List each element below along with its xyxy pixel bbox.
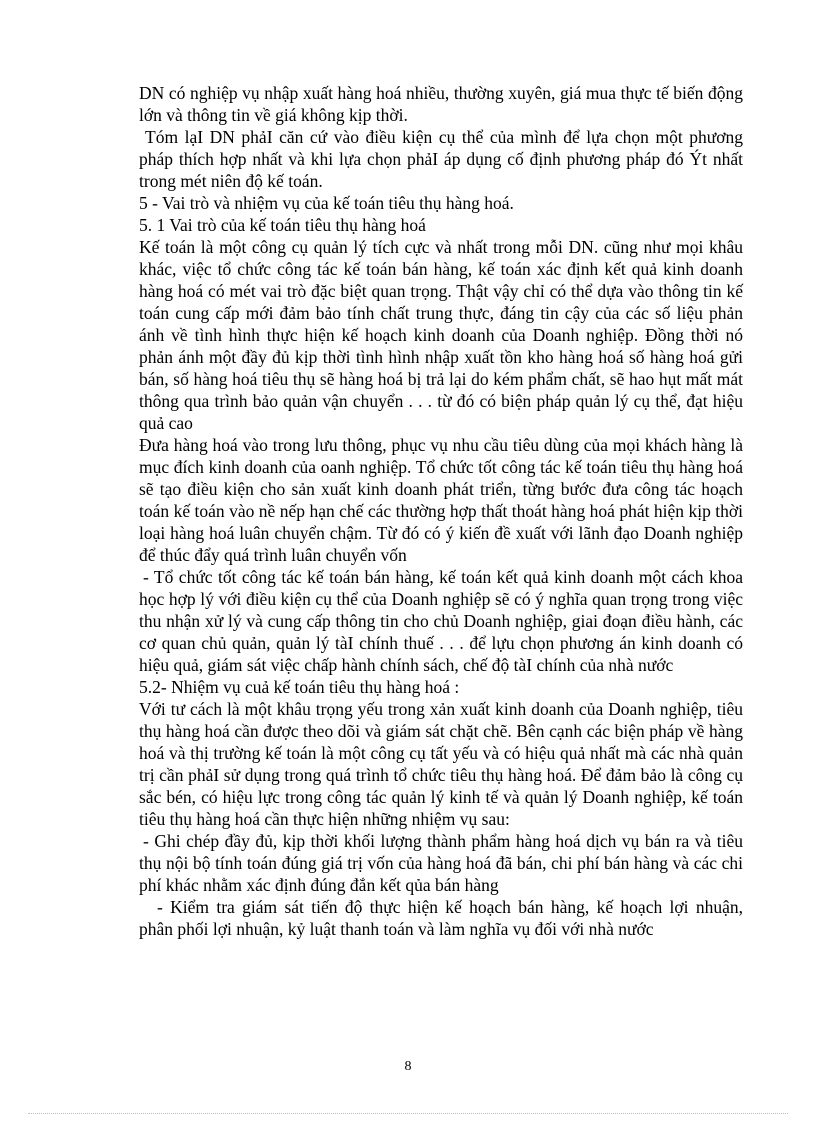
subsection-heading-5-1: 5. 1 Vai trò của kế toán tiêu thụ hàng hoá xyxy=(139,215,426,235)
task-item-inspect: - Kiểm tra giám sát tiến độ thực hiện kế hoạch bán hàng, kế hoạch lợi nhuận, phân phối lợi nhuận, kỷ luật thanh toán và làm nghĩa vụ đối với nhà nước xyxy=(139,897,787,939)
paragraph-intro: DN có nghiệp vụ nhập xuất hàng hoá nhiều, thường xuyên, giá mua thực tế biến động lớn và thông tin về giá không kịp thời. xyxy=(139,83,743,125)
paragraph-organization: - Tổ chức tốt công tác kế toán bán hàng, kế toán kết quả kinh doanh một cách khoa học hợp lý với điều kiện cụ thể của Doanh nghiệp sẽ có ý nghĩa quan trọng trong việc thu nhận xử lý và cung cấp thông tin cho chủ Doanh nghiệp, giai đoạn điều hành, các cơ quan chủ quản, quản lý tàI chính thuế . . . để lựu chọn phương án kinh doanh có hiệu quả, giám sát việc chấp hành chính sách, chế độ tàI chính của nhà nước xyxy=(139,567,743,675)
paragraph-role: Kế toán là một công cụ quản lý tích cực và nhất trong mỗi DN. cũng như mọi khâu khác, việc tổ chức công tác kế toán bán hàng, kế toán xác định kết quả kinh doanh hàng hoá có mét vai trò đặc biệt quan trọng. Thật vậy chỉ có thể dựa vào thông tin kế toán cung cấp mới đảm bảo tính chất trung thực, đáng tin cậy của các số liệu phản ánh về tình hình thực hiện kế hoạch kinh doanh của Doanh nghiệp. Đồng thời nó phản ánh một đầy đủ kịp thời tình hình nhập xuất tồn kho hàng hoá số hàng hoá gửi bán, số hàng hoá tiêu thụ sẽ hàng hoá bị trả lại do kém phẩm chất, sẽ hao hụt mất mát thông qua trình bảo quản vận chuyển . . . từ đó có biện pháp quản lý cụ thể, đạt hiệu quả cao xyxy=(139,237,743,433)
paragraph-circulation: Đưa hàng hoá vào trong lưu thông, phục vụ nhu cầu tiêu dùng của mọi khách hàng là mục đích kinh doanh của oanh nghiệp. Tổ chức tốt công tác kế toán tiêu thụ hàng hoá sẽ tạo điều kiện cho sản xuất kinh doanh phát triển, từng bước đưa công tác hoạch toán kế toán vào nề nếp hạn chế các thường hợp thất thoát hàng hoá phát hiện kịp thời loại hàng hoá luân chuyển chậm. Từ đó có ý kiến đề xuất với lãnh đạo Doanh nghiệp để thúc đẩy quá trình luân chuyển vốn xyxy=(139,435,743,565)
page-number: 8 xyxy=(404,1059,412,1074)
page-bottom-divider xyxy=(28,1113,788,1114)
document-body xyxy=(139,82,787,940)
subsection-heading-5-2: 5.2- Nhiệm vụ cuả kế toán tiêu thụ hàng hoá : xyxy=(139,677,460,697)
task-item-record: - Ghi chép đầy đủ, kịp thời khối lượng thành phẩm hàng hoá dịch vụ bán ra và tiêu thụ nội bộ tính toán đúng giá trị vốn của hàng hoá đã bán, chi phí bán hàng và các chi phí khác nhằm xác định đúng đắn kết qủa bán hàng xyxy=(139,831,743,895)
paragraph-tasks-intro: Với tư cách là một khâu trọng yếu trong xản xuất kinh doanh của Doanh nghiệp, tiêu thụ hàng hoá cần được theo dõi và giám sát chặt chẽ. Bên cạnh các biện pháp về hàng hoá và thị trường kế toán là một công cụ tất yếu và có hiệu quả nhất mà các nhà quản trị cần phảI sử dụng trong quá trình tổ chức tiêu thụ hàng hoá. Để đảm bảo là công cụ sắc bén, có hiệu lực trong công tác quản lý kinh tế và quản lý Doanh nghiệp, kế toán tiêu thụ hàng hoá cần thực hiện những nhiệm vụ sau: xyxy=(139,699,743,829)
paragraph-conclusion: Tóm lạI DN phảI căn cứ vào điều kiện cụ thể của mình để lựa chọn một phương pháp thích hợp nhất và khi lựa chọn phảI áp dụng cố định phương pháp đó Ýt nhất trong mét niên độ kế toán. xyxy=(139,127,743,191)
section-heading-5: 5 - Vai trò và nhiệm vụ của kế toán tiêu thụ hàng hoá. xyxy=(139,193,514,213)
